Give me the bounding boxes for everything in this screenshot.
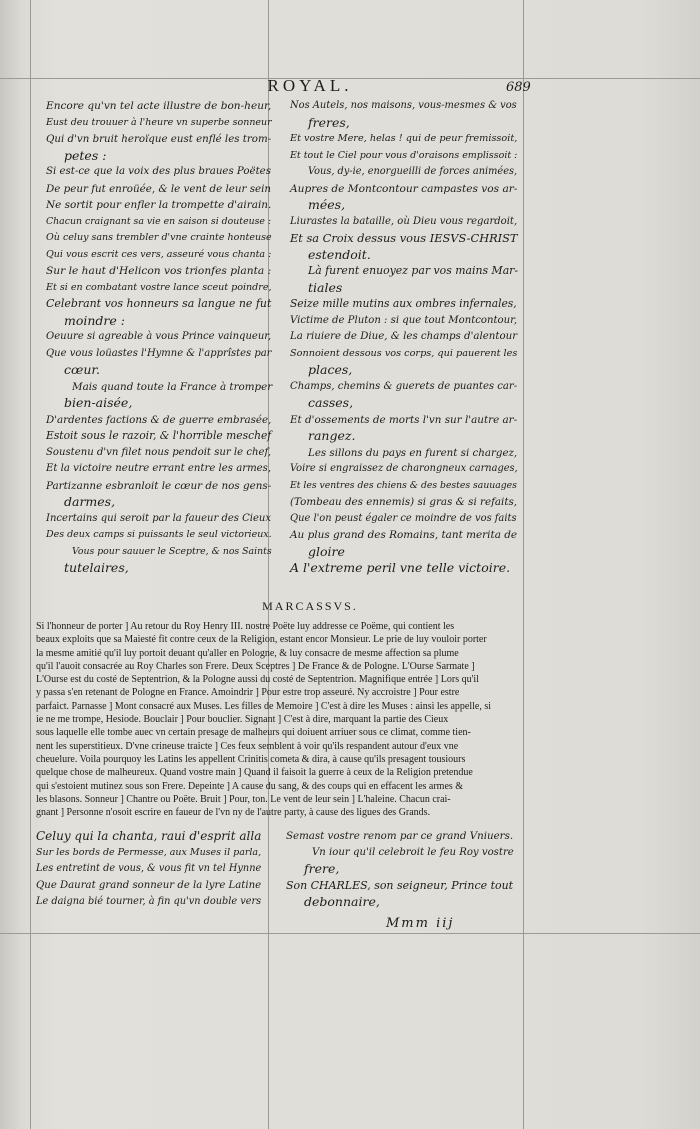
verse-line: Le daigna bié tourner, à fin qu'vn double vers [36, 896, 262, 907]
verse-line: Et vostre Mere, helas ! qui de peur fremissoit, [290, 133, 518, 144]
verse-line: Que l'on peust égaler ce moindre de vos faits [290, 512, 517, 524]
binding-edge-rule [30, 0, 31, 1129]
verse-line: Champs, chemins & guerets de puantes car- [290, 380, 518, 392]
verse-line: Vous pour sauuer le Sceptre, & nos Saints [72, 545, 272, 557]
verse-line: Des deux camps si puissants le seul victorieux. [46, 529, 272, 540]
commentary-line: parfaict. Parnasse ] Mont consacré aux Muses. Les filles de Memoire ] C'est à dire les Muses : ainsi les appelle, si [36, 700, 492, 712]
verse-line: Qui d'vn bruit heroïque eust enflé les trom- [46, 133, 272, 145]
commentary-title: MARCASSVS. [262, 599, 358, 613]
verse-line: (Tombeau des ennemis) si gras & si refaits, [290, 496, 518, 508]
verse-line: tutelaires, [64, 560, 129, 575]
verse-line: Mais quand toute la France à tromper [72, 380, 273, 393]
verse-line: Que Daurat grand sonneur de la lyre Latine [36, 879, 262, 891]
verse-line: freres, [308, 114, 350, 130]
verse-line: Encore qu'vn tel acte illustre de bon-heur, [46, 100, 272, 112]
verse-line: Seize mille mutins aux ombres infernales, [290, 297, 517, 310]
verse-line: frere, [304, 861, 340, 876]
verse-line: mées, [308, 197, 346, 212]
verse-line: places, [308, 362, 353, 377]
verse-line: Et si en combatant vostre lance sceut poindre, [46, 281, 272, 293]
verse-line: petes : [64, 147, 107, 163]
verse-line: gloire [308, 543, 345, 559]
verse-line: Qui vous escrit ces vers, asseuré vous chanta : [46, 248, 272, 260]
commentary-text [36, 620, 514, 819]
verse-line: Les entretint de vous, & vous fit vn tel Hynne [36, 863, 262, 874]
verse-line: La riuiere de Diue, & les champs d'alentour [290, 331, 518, 342]
verse-line: cœur. [64, 362, 100, 377]
commentary-line: ie ne me trompe, Hesiode. Bouclair ] Pour bouclier. Signant ] C'est à dire, marquant la partie des Cieux [36, 714, 449, 726]
commentary-line: qu'il l'auoit consacrée au Roy Charles son Frere. Deux Sceptres ] De France & de Pologne. L'Ourse Sarmate ] [36, 660, 475, 672]
verse-line: estendoit. [308, 246, 371, 262]
verse-line: Ne sortit pour enfler la trompette d'airain. [46, 199, 272, 211]
verse-line: Et la victoire neutre errant entre les armes, [46, 463, 272, 474]
commentary-line: y passa s'en retenant de Pologne en France. Amoindrir ] Pour estre trop asseuré. Ny accroistre ] Pour estre [36, 687, 460, 699]
page-number: 689 [506, 80, 531, 95]
verse-line: Eust deu trouuer à l'heure vn superbe sonneur [46, 116, 272, 128]
verse-line: Vn iour qu'il celebroit le feu Roy vostre [312, 846, 514, 858]
commentary-line: nent les superstitieux. D'vne crineuse traicte ] Ces feux semblent à voir qu'ils respandent autour d'eux vne [36, 740, 459, 752]
verse-line: tiales [308, 279, 343, 295]
verse-line: Oeuure si agreable à vous Prince vainqueur, [46, 331, 272, 342]
verse-line: Incertains qui seroit par la faueur des Cieux [46, 512, 271, 524]
verse-line: Les sillons du pays en furent si chargez, [308, 446, 518, 459]
commentary-line: quelque chose de malheureux. Quand vostre main ] Quand il faisoit la guerre à ceux de la Religion pretendue [36, 767, 473, 779]
verse-line: Que vous loüastes l'Hymne & l'apprîstes par [46, 347, 272, 359]
commentary-line: la mesme amitié qu'il luy portoit deuant qu'aller en Pologne, & luy consacre de mesme affection sa plume [36, 647, 459, 659]
verse-line: Sonnoient dessous vos corps, qui pauerent les [290, 347, 518, 359]
verse-line: Sur le haut d'Helicon vos trionfes planta : [46, 264, 272, 277]
commentary-line: beaux exploits que sa Maiesté fit contre ceux de la Religion, estant encor Monsieur. Le prie de luy vouloir porter [36, 634, 487, 646]
commentary-line: Si l'honneur de porter ] Au retour du Roy Henry III. nostre Poëte luy addresse ce Poëme, qui contient les [36, 621, 455, 632]
commentary-line: L'Ourse est du costé de Septentrion, & la Pologne aussi du costé de Septentrion. Magnifique entrée ] Lors qu'il [36, 674, 479, 686]
running-title: ROYAL. [267, 76, 353, 95]
verse-line: Liurastes la bataille, où Dieu vous regardoit, [290, 215, 518, 227]
verse-line: Si est-ce que la voix des plus braues Poëtes [46, 166, 271, 177]
commentary-line: sous laquelle elle tombe auec vn certain presage de malheurs qui doiuent arriuer sous ce climat, comme tien- [36, 727, 471, 739]
verse-line: darmes, [64, 494, 116, 509]
signature-mark: Mmm iij [386, 916, 455, 931]
verse-line: Là furent enuoyez par vos mains Mar- [308, 264, 519, 277]
verse-line: Et sa Croix dessus vous IESVS-CHRIST [290, 231, 518, 245]
commentary-line: qui s'estoient mutinez sous son Frere. Depeinte ] A cause du sang, & des coups qui en effacent les armes & [36, 780, 464, 792]
commentary-line: les blasons. Sonneur ] Chantre ou Poëte. Bruit ] Pour, ton. Le vent de leur sein ] L'haleine. Chacun crai- [36, 793, 451, 805]
poem-left-column [46, 98, 276, 577]
verse-line: A l'extreme peril vne telle victoire. [290, 560, 511, 575]
verse-line: debonnaire, [304, 894, 380, 909]
verse-line: Sur les bords de Permesse, aux Muses il parla, [36, 846, 262, 858]
verse-line: Soustenu d'vn filet nous pendoit sur le chef, [46, 446, 272, 458]
verse-line: casses, [308, 395, 354, 410]
verse-line: D'ardentes factions & de guerre embrasée, [46, 413, 272, 426]
verse-line: Au plus grand des Romains, tant merita de [290, 529, 518, 541]
verse-line: Où celuy sans trembler d'vne crainte honteuse [46, 232, 272, 243]
verse-line: bien-aisée, [64, 395, 133, 410]
commentary-line: cheuelure. Voila pourquoy les Latins les appellent Crinitis cometa & dira, à cause qu'ils presagent tousiours [36, 753, 466, 765]
commentary-line: gnant ] Personne n'osoit escrire en faueur de l'vn ny de l'autre party, à cause des ligues des Grands. [36, 807, 431, 819]
verse-line: Et tout le Ciel pour vous d'oraisons emplissoit : [290, 149, 518, 161]
poem-bottom-right-column [286, 828, 518, 911]
lower-rule [0, 933, 700, 934]
verse-line: Partizanne esbranloit le cœur de nos gens- [46, 479, 272, 492]
verse-line: Semast vostre renom par ce grand Vniuers. [286, 830, 514, 842]
verse-line: Estoit sous le razoir, & l'horrible meschef [46, 429, 272, 442]
right-margin-rule [523, 0, 524, 1129]
verse-line: Victime de Pluton : si que tout Montcontour, [290, 314, 518, 326]
verse-line: Voire si engraissez de charongneux carnages, [290, 463, 518, 474]
verse-line: Nos Autels, nos maisons, vous-mesmes & vos [290, 100, 517, 111]
verse-line: Chacun craignant sa vie en saison si douteuse : [46, 215, 272, 227]
verse-line: rangez. [308, 428, 356, 443]
poem-right-column [290, 98, 522, 577]
verse-line: Aupres de Montcontour campastes vos ar- [290, 182, 518, 195]
verse-line: Celebrant vos honneurs sa langue ne fut [46, 297, 272, 310]
verse-line: Vous, dy-ie, enorgueilli de forces animées, [308, 166, 518, 177]
verse-line: Et les ventres des chiens & des bestes sauuages [290, 479, 517, 491]
verse-line: Celuy qui la chanta, raui d'esprit alla [36, 829, 262, 843]
verse-line: Et d'ossements de morts l'vn sur l'autre ar- [290, 413, 518, 426]
verse-line: moindre : [64, 312, 125, 328]
poem-bottom-left-column [36, 828, 266, 911]
verse-line: De peur fut enroüée, & le vent de leur sein [46, 182, 272, 195]
verse-line: Son CHARLES, son seigneur, Prince tout [286, 878, 514, 892]
